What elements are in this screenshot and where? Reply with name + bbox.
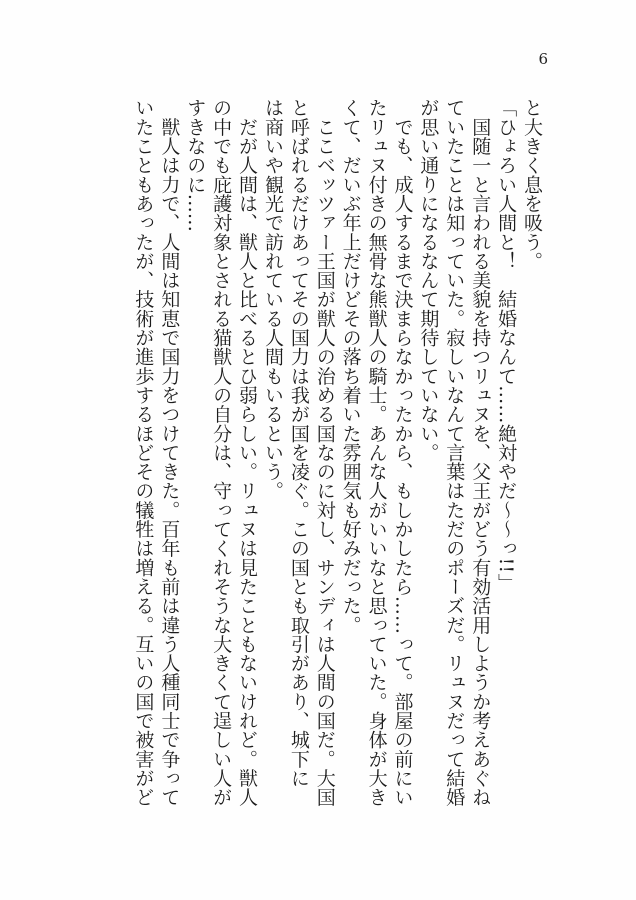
text-line: ていたことは知っていた。寂しいなんて言葉はただのポーズだ。リュヌだって結婚	[443, 98, 466, 807]
text-line: いたこともあったが、技術が進歩するほどその犠牲は増える。互いの国で被害がど	[132, 98, 155, 807]
text-line: でも、成人するまで決まらなかったから、もしかしたら……って。部屋の前にい	[391, 98, 414, 807]
text-line: くて、だいぶ年上だけどその落ち着いた雰囲気も好みだった。	[339, 98, 362, 635]
text-line: すきなのに……	[184, 98, 207, 233]
text-line: 獣人は力で、人間は知恵で国力をつけてきた。百年も前は違う人種同士で争って	[158, 98, 181, 807]
vertical-text-body	[44, 98, 544, 838]
text-line: たリュヌ付きの無骨な熊獣人の騎士。あんな人がいいなと思っていた。身体が大き	[365, 98, 388, 807]
text-line: は商いや観光で訪れている人間もいるという。	[261, 98, 284, 501]
text-line: だが人間は、獣人と比べるとひ弱らしい。リュヌは見たこともないけれど。獣人	[236, 98, 259, 807]
text-line: と呼ばれるだけあってその国力は我が国を凌ぐ。この国とも取引があり、城下に	[287, 98, 310, 788]
text-line: と大きく息を吸う。	[521, 98, 543, 271]
text-line: 「ひょろい人間と！ 結婚なんて……絶対やだ〜〜っ!!」	[495, 98, 518, 593]
text-line: が思い通りになるなんて期待していない。	[417, 98, 440, 462]
text-line: 国随一と言われる美貌を持つリュヌを、父王がどう有効活用しようか考えあぐね	[469, 98, 492, 807]
text-line: ここベッツァー王国が獣人の治める国なのに対し、サンディは人間の国だ。大国	[313, 98, 336, 807]
text-line: の中でも庇護対象とされる猫獣人の自分は、守ってくれそうな大きくて逞しい人が	[210, 98, 233, 807]
page-number: 6	[538, 50, 548, 68]
